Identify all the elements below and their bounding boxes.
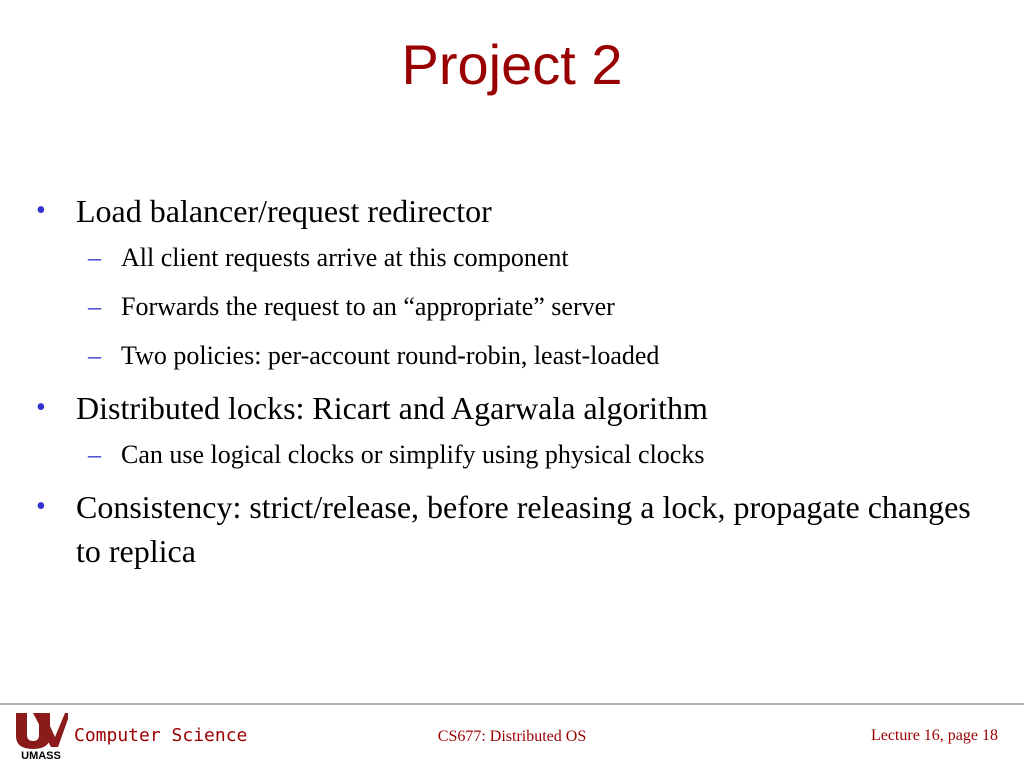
bullet-item (0, 485, 1000, 573)
sub-bullet-marker: – (88, 341, 101, 370)
department-label: Computer Science (74, 725, 248, 746)
sub-bullet-text: Forwards the request to an “appropriate” server (121, 292, 615, 321)
bullet-marker: • (36, 195, 46, 226)
sub-bullet-marker: – (88, 440, 101, 469)
sub-bullet-item (0, 436, 1000, 474)
svg-text:UMASS: UMASS (21, 750, 61, 761)
bullet-item (0, 189, 1000, 233)
sub-bullet-item (0, 288, 1000, 326)
bullet-marker: • (36, 392, 46, 423)
bullet-text: Distributed locks: Ricart and Agarwala algorithm (76, 390, 708, 426)
bullet-marker: • (36, 491, 46, 522)
footer-divider (0, 703, 1024, 705)
page-number: Lecture 16, page 18 (870, 727, 998, 744)
sub-bullet-item (0, 337, 1000, 375)
course-label: CS677: Distributed OS (437, 728, 587, 745)
slide-title: Project 2 (401, 33, 623, 96)
sub-bullet-marker: – (88, 243, 101, 272)
slide-body (0, 189, 1000, 579)
bullet-item (0, 386, 1000, 430)
sub-bullet-text: Can use logical clocks or simplify using physical clocks (121, 440, 705, 469)
sub-bullet-text: Two policies: per-account round-robin, least-loaded (121, 341, 660, 370)
bullet-text: Load balancer/request redirector (76, 193, 492, 229)
sub-bullet-text: All client requests arrive at this component (121, 243, 569, 272)
sub-bullet-item (0, 239, 1000, 277)
sub-bullet-marker: – (88, 292, 101, 321)
bullet-text: Consistency: strict/release, before releasing a lock, propagate changes to replica (76, 489, 971, 569)
